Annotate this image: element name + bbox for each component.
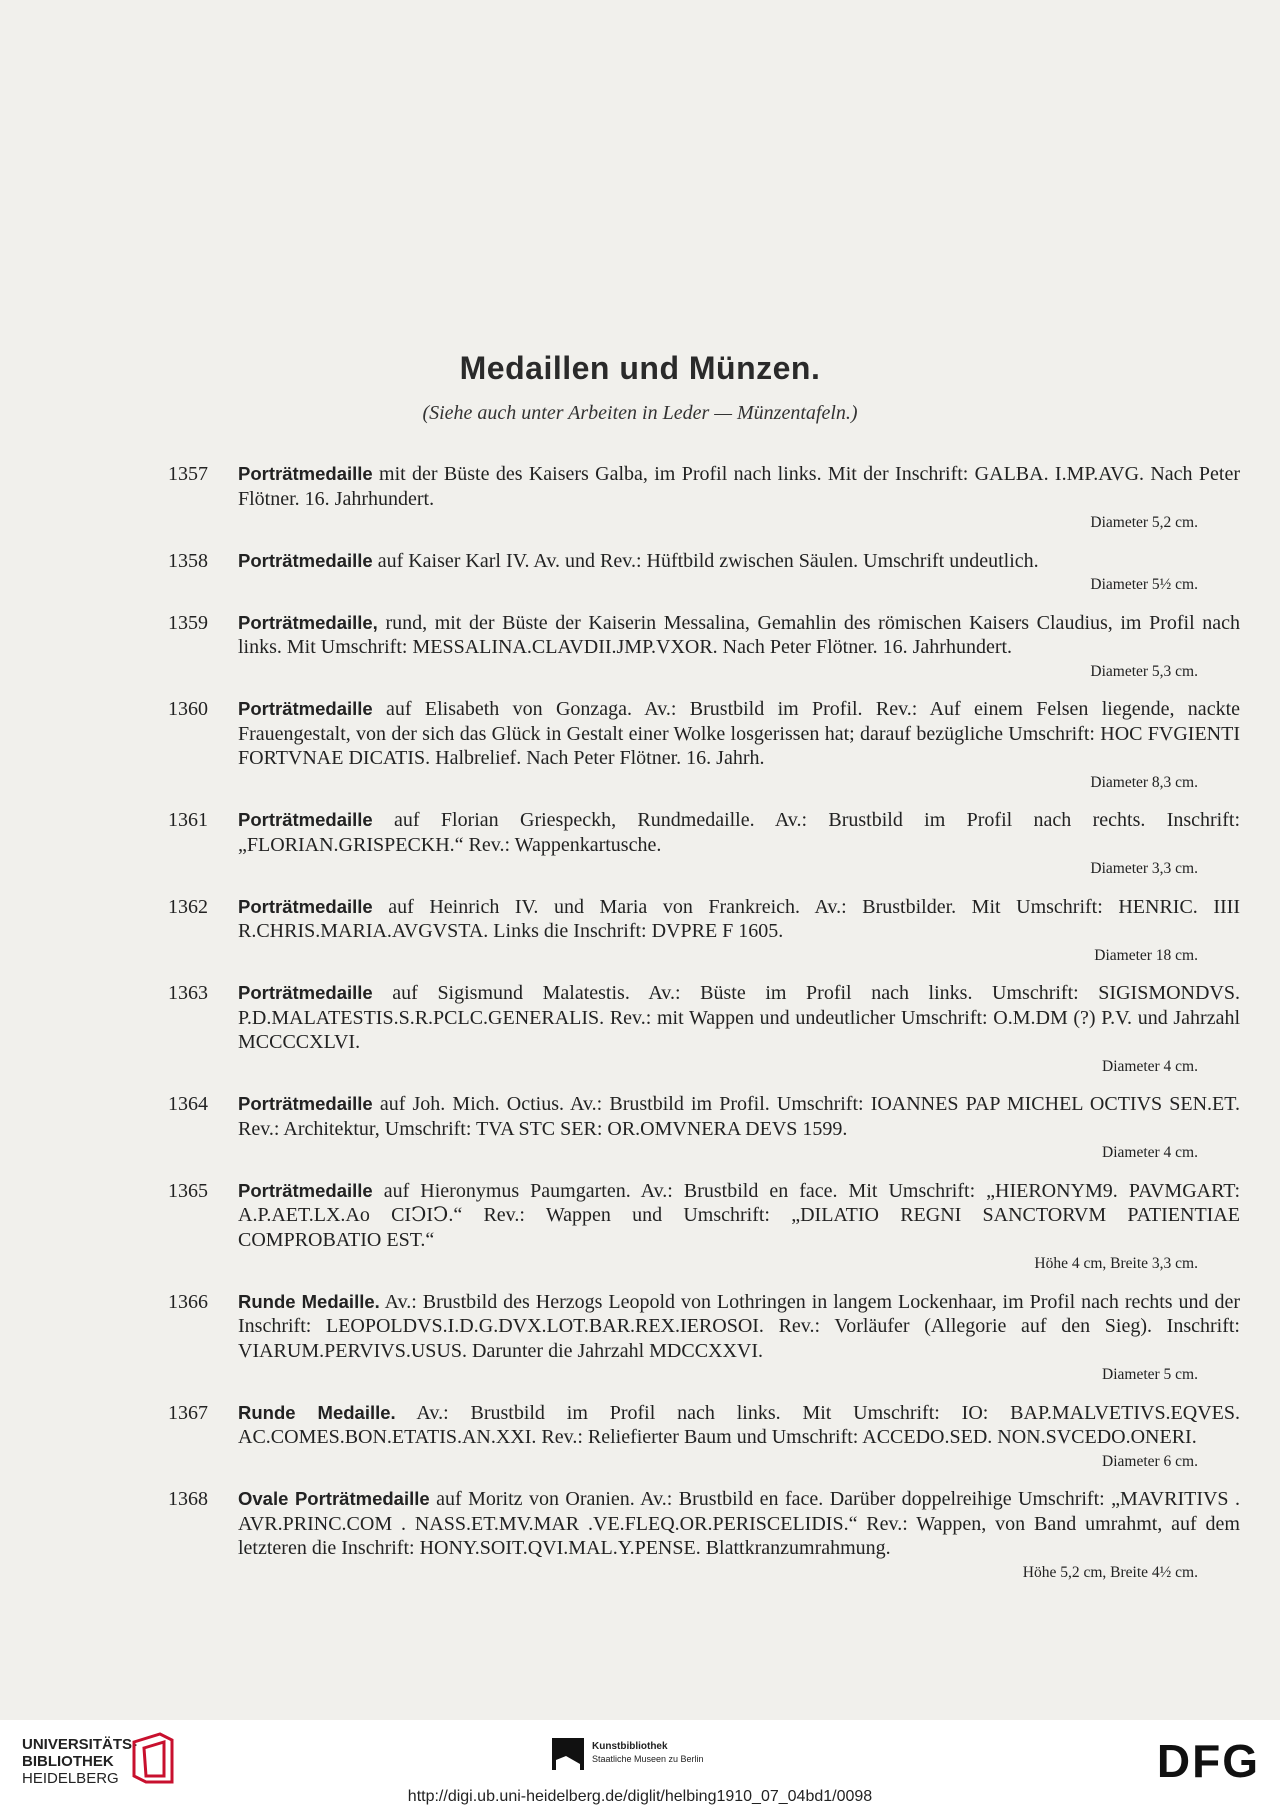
entry-number: 1367 [168, 1401, 208, 1424]
entry-dimensions: Diameter 3,3 cm. [1090, 860, 1198, 877]
entry-lead: Porträtmedaille [238, 549, 373, 571]
entry-text: rund, mit der Büste der Kaiserin Messalina, Gemahlin des römischen Kaisers Claudius, im Profil nach links. Mit Umschrift: MESSALINA.CLAVDII.JMP.VXOR. Nach Peter Flötner. 16. Jahrhundert. [238, 611, 1241, 658]
entry-lead: Ovale Porträtmedaille [238, 1488, 430, 1509]
permalink-url[interactable]: http://digi.ub.uni-heidelberg.de/diglit/helbing1910_07_04bd1/0098 [407, 1788, 873, 1805]
entry-number: 1368 [168, 1488, 208, 1510]
entry-dimensions: Diameter 8,3 cm. [1090, 773, 1198, 791]
entry-dimensions: Höhe 5,2 cm, Breite 4½ cm. [1022, 1563, 1198, 1581]
entry-number: 1365 [168, 1179, 208, 1202]
entry-text: Av.: Brustbild des Herzogs Leopold von Lothringen in langem Lockenhaar, im Profil nach rechts und der Inschrift: LEOPOLDVS.I.D.G.DVX.LOT.BAR.REX.IEROSOI. Rev.: Vorläufer (Allegorie auf den Sieg). Inschrift: VIARUM.PERVIVS.USUS. Darunter die Jahrzahl MDCCXXVI. [238, 1290, 1240, 1362]
entry-text: auf Moritz von Oranien. Av.: Brustbild en face. Darüber doppelreihige Umschrift: „MAVRITIVS . AVR.PRINC.COM . NASS.ET.MV.MAR .VE.FLEQ.OR.PERISCELIDIS.“ Rev.: Wappen, von Band umrahmt, auf dem letzteren die Inschrift: HONY.SOIT.QVI.MAL.Y.PENSE. Blattkranzumrahmung. [238, 1488, 1240, 1559]
catalogue-entry [168, 697, 1240, 795]
entry-dimensions: Diameter 4 cm. [1102, 1057, 1198, 1075]
catalogue-entry [168, 462, 1240, 536]
entry-text: Av.: Brustbild im Profil nach links. Mit Umschrift: IO: BAP.MALVETIVS.EQVES. AC.COMES.BON.ETATIS.AN.XXI. Rev.: Reliefierter Baum und Umschrift: ACCEDO.SED. NON.SVCEDO.ONERI. [238, 1401, 1241, 1448]
entry-text: auf Sigismund Malatestis. Av.: Büste im Profil nach links. Umschrift: SIGISMONDVS. P.D.MALATESTIS.S.R.PCLC.GENERALIS. Rev.: mit Wappen und undeutlicher Umschrift: O.M.DM (?) P.V. und Jahrzahl MCCCCXLVI. [238, 982, 1240, 1053]
catalogue-entry [168, 1401, 1240, 1475]
catalogue-entry [168, 895, 1240, 969]
catalogue-entry [168, 549, 1240, 598]
entry-number: 1357 [168, 463, 208, 485]
kunstbibliothek-logo-icon [552, 1738, 584, 1770]
catalogue-entry [168, 1179, 1240, 1277]
entry-dimensions: Diameter 5 cm. [1102, 1366, 1198, 1383]
entry-number: 1362 [168, 895, 208, 918]
entry-lead: Porträtmedaille [238, 1093, 373, 1114]
entry-dimensions: Diameter 6 cm. [1102, 1452, 1198, 1470]
kb-line-1: Kunstbibliothek [592, 1741, 668, 1752]
entry-lead: Porträtmedaille [238, 895, 373, 917]
page-subtitle: (Siehe auch unter Arbeiten in Leder — Münzentafeln.) [422, 402, 858, 424]
entry-text: mit der Büste des Kaisers Galba, im Profil nach links. Mit der Inschrift: GALBA. I.MP.AVG. Nach Peter Flötner. 16. Jahrhundert. [238, 463, 1240, 510]
entry-number: 1366 [168, 1290, 208, 1313]
catalogue-entry [168, 1290, 1240, 1388]
dfg-logo[interactable]: DFG [1156, 1735, 1260, 1787]
kb-line-2: Staatliche Museen zu Berlin [592, 1754, 704, 1764]
entry-dimensions: Höhe 4 cm, Breite 3,3 cm. [1034, 1255, 1198, 1272]
entry-text: auf Joh. Mich. Octius. Av.: Brustbild im Profil. Umschrift: IOANNES PAP MICHEL OCTIVS SEN.ET. Rev.: Architektur, Umschrift: TVA STC SER: OR.OMVNERA DEVS 1599. [238, 1093, 1241, 1140]
entry-dimensions: Diameter 5,2 cm. [1090, 514, 1198, 531]
entry-text: auf Hieronymus Paumgarten. Av.: Brustbild en face. Mit Umschrift: „HIERONYM9. PAVMGART: A.P.AET.LX.Ao CIↃIↃ.“ Rev.: Wappen und Umschrift: „DILATIO REGNI SANCTORVM PATIENTIAE COMPROBATIO EST.“ [238, 1179, 1241, 1251]
entry-text: auf Elisabeth von Gonzaga. Av.: Brustbild im Profil. Rev.: Auf einem Felsen liegende, nackte Frauengestalt, von der sich das Glück in Gestalt einer Wolke losgerissen hat; darauf bezügliche Umschrift: HOC FVGIENTI FORTVNAE DICATIS. Halbrelief. Nach Peter Flötner. 16. Jahrh. [238, 698, 1240, 769]
catalogue-entry [168, 981, 1240, 1079]
entry-number: 1361 [168, 809, 208, 831]
entry-lead: Runde Medaille. [238, 1401, 396, 1423]
entry-lead: Porträtmedaille [238, 463, 373, 484]
entry-text: auf Florian Griespeckh, Rundmedaille. Av.: Brustbild im Profil nach rechts. Inschrift: „FLORIAN.GRISPECKH.“ Rev.: Wappenkartusche. [238, 809, 1241, 856]
entry-lead: Runde Medaille. [238, 1290, 380, 1312]
entry-number: 1359 [168, 611, 208, 634]
uni-line-3: HEIDELBERG [22, 1770, 119, 1787]
entry-number: 1360 [168, 698, 208, 720]
catalogue-entry [168, 611, 1240, 685]
entry-number: 1363 [168, 982, 208, 1004]
uni-line-2: BIBLIOTHEK [22, 1753, 114, 1770]
entry-lead: Porträtmedaille [238, 698, 373, 719]
catalogue-entry [168, 1487, 1240, 1585]
catalogue-entries [168, 462, 1240, 1598]
entry-lead: Porträtmedaille [238, 982, 373, 1003]
entry-text: auf Heinrich IV. und Maria von Frankreich. Av.: Brustbilder. Mit Umschrift: HENRIC. IIII R.CHRIS.MARIA.AVGVSTA. Links die Inschrift: DVPRE F 1605. [238, 895, 1240, 942]
entry-lead: Porträtmedaille [238, 809, 373, 830]
viewer-footer [0, 1720, 1280, 1811]
catalogue-entry [168, 808, 1240, 882]
entry-dimensions: Diameter 5½ cm. [1090, 576, 1198, 593]
university-logo-icon [130, 1732, 176, 1786]
university-library-logo-text[interactable] [22, 1736, 137, 1787]
entry-dimensions: Diameter 4 cm. [1102, 1144, 1198, 1161]
entry-dimensions: Diameter 5,3 cm. [1090, 662, 1198, 680]
entry-lead: Porträtmedaille [238, 1179, 373, 1201]
entry-number: 1358 [168, 549, 208, 572]
entry-text: auf Kaiser Karl IV. Av. und Rev.: Hüftbild zwischen Säulen. Umschrift undeutlich. [377, 549, 1039, 572]
entry-dimensions: Diameter 18 cm. [1094, 946, 1198, 964]
entry-lead: Porträtmedaille, [238, 611, 378, 633]
uni-line-1: UNIVERSITÄTS- [22, 1736, 138, 1753]
kunstbibliothek-label [592, 1740, 704, 1766]
page-title: Medaillen und Münzen. [459, 350, 821, 386]
entry-number: 1364 [168, 1093, 208, 1115]
catalogue-entry [168, 1092, 1240, 1166]
